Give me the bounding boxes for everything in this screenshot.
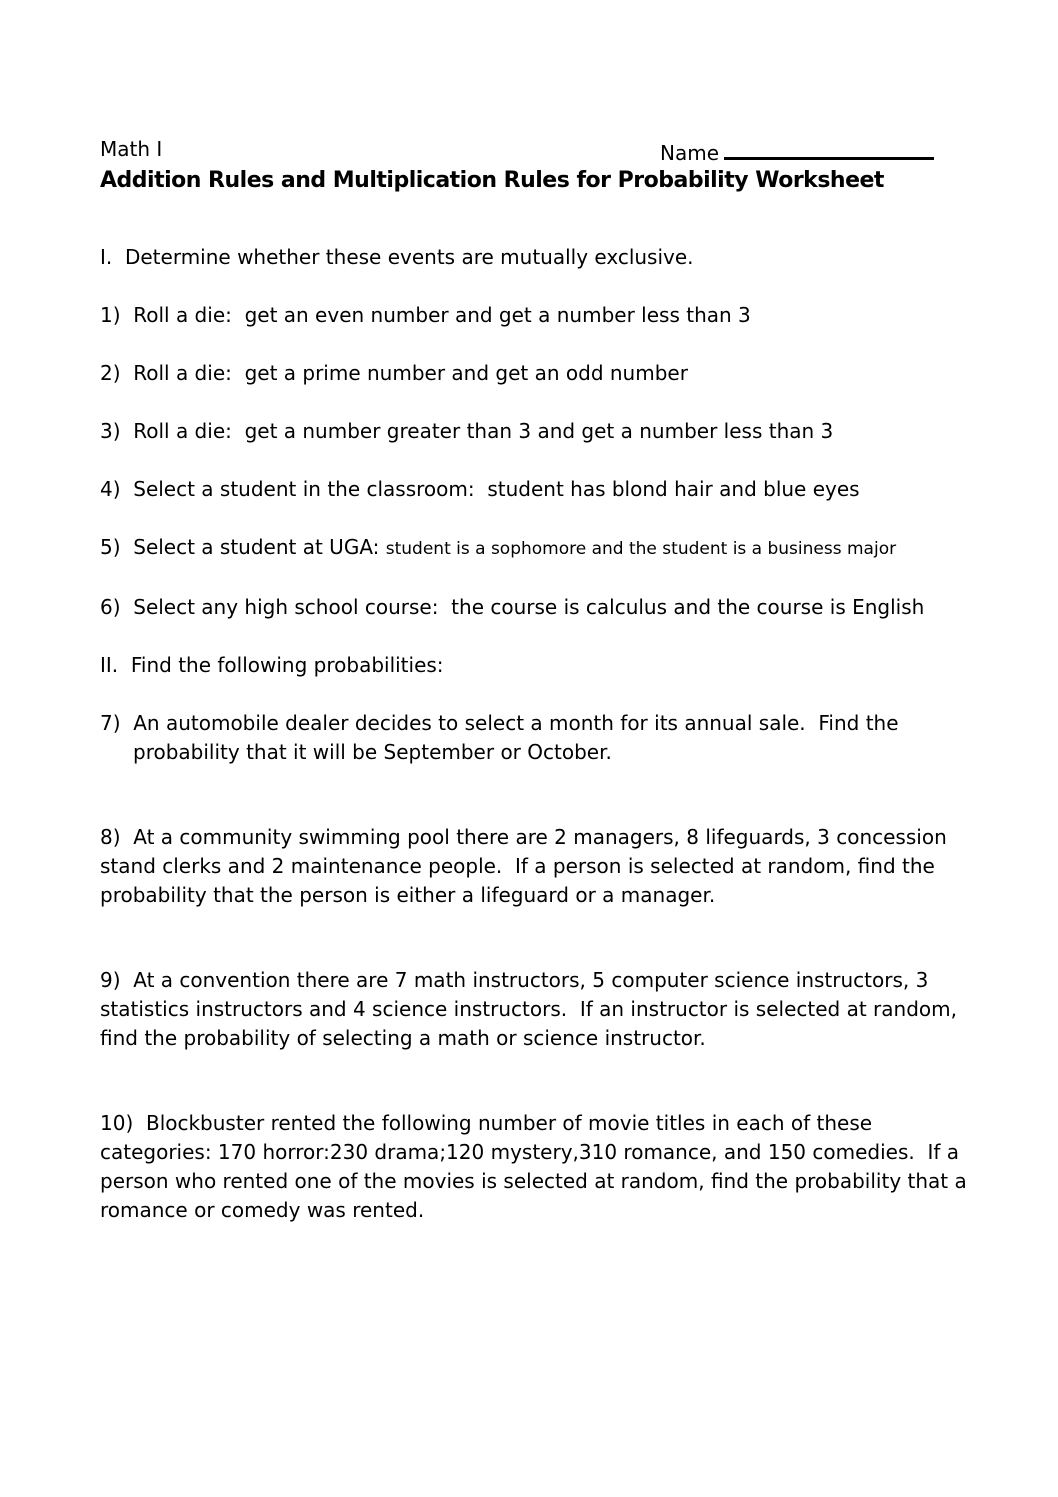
worksheet-title: Addition Rules and Multiplication Rules for Probability Worksheet [100, 168, 884, 193]
problem-5 [100, 533, 988, 564]
problem-9: 9) At a convention there are 7 math instructors, 5 computer science instructors, 3 statistics instructors and 4 science instructors. If an instructor is selected at random, find the probability of selecting a math or science instructor. [100, 968, 964, 1050]
problem-3: 3) Roll a die: get a number greater than 3 and get a number less than 3 [100, 419, 834, 443]
problem-1: 1) Roll a die: get an even number and get a number less than 3 [100, 303, 751, 327]
problem-8: 8) At a community swimming pool there are 2 managers, 8 lifeguards, 3 concession stand clerks and 2 maintenance people. If a person is selected at random, find the probability that the person is either a lifeguard or a manager. [100, 825, 954, 907]
problem-4: 4) Select a student in the classroom: student has blond hair and blue eyes [100, 477, 860, 501]
worksheet-content [100, 135, 988, 1225]
problem-7: 7) An automobile dealer decides to select a month for its annual sale. Find the probability that it will be September or October. [100, 711, 905, 764]
name-field [660, 135, 934, 167]
page-header [100, 135, 988, 163]
problem-10: 10) Blockbuster rented the following number of movie titles in each of these categories: 170 horror:230 drama;120 mystery,310 romance, and 150 comedies. If a person who rented one of the movies is selected at random, find the probability that a romance or comedy was rented. [100, 1111, 974, 1222]
problem-6: 6) Select any high school course: the course is calculus and the course is English [100, 595, 925, 619]
section-2-heading: II. Find the following probabilities: [100, 653, 444, 677]
name-blank-line [724, 135, 934, 160]
name-label: Name [660, 141, 720, 165]
course-label: Math I [100, 137, 163, 161]
section-1-heading: I. Determine whether these events are mutually exclusive. [100, 245, 694, 269]
problem-5-main: 5) Select a student at UGA: [100, 535, 386, 559]
problem-2: 2) Roll a die: get a prime number and get an odd number [100, 361, 688, 385]
problem-5-detail: student is a sophomore and the student is a business major [385, 539, 897, 559]
